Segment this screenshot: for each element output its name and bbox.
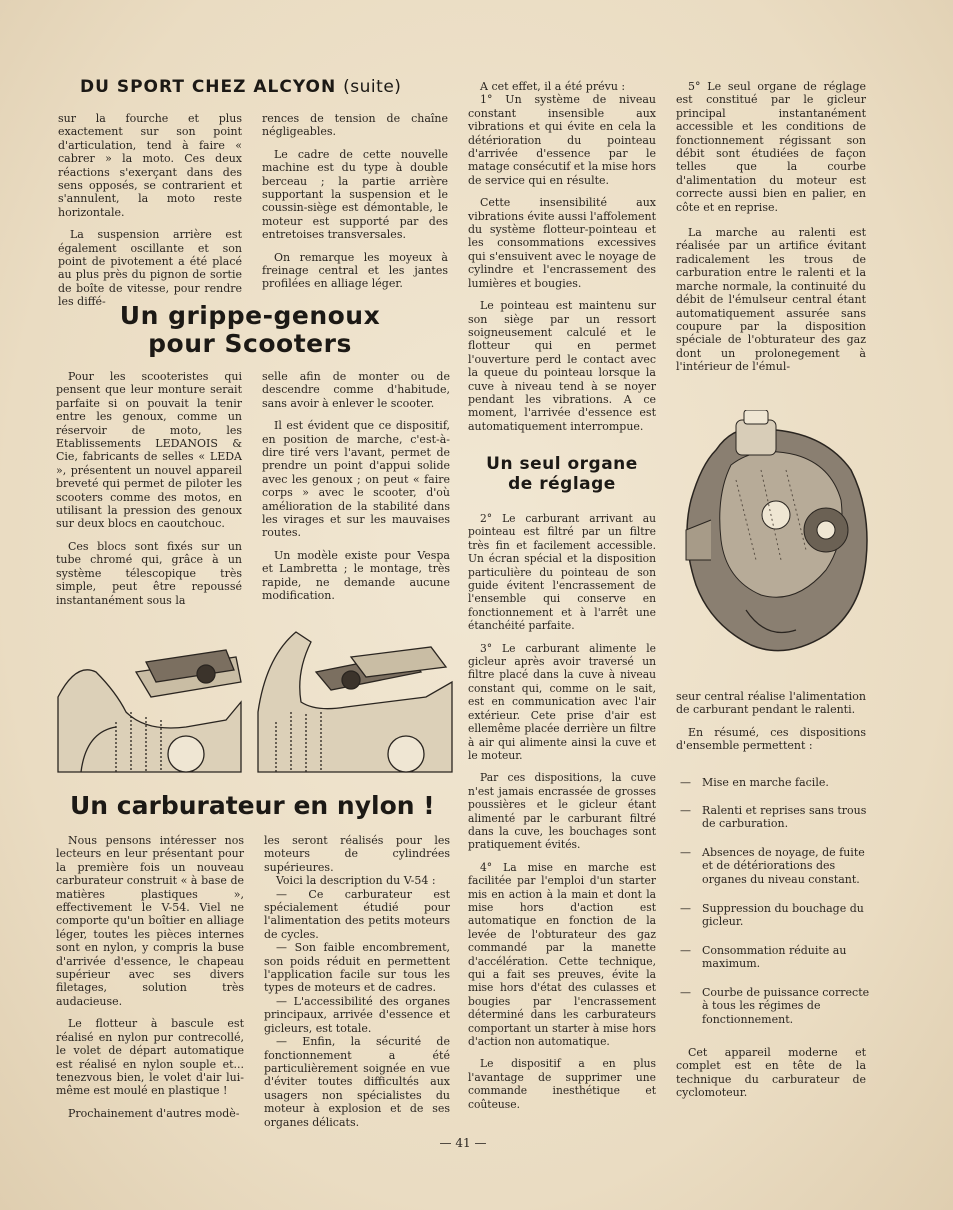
paragraph: A cet effet, il a été prévu : — [480, 80, 626, 93]
paragraph: Le cadre de cette nouvelle machine est du type à double berceau ; la partie arrière supportant la suspension et le coussin-siège est démontable, le moteur est supporté par des entretoises transversales. — [262, 147, 448, 242]
organe-headline-line1: Un seul organe — [486, 454, 638, 474]
paragraph: — L'accessibilité des organes principaux, arrivée d'essence et gicleurs, est totale. — [264, 994, 450, 1035]
carburetor-image — [676, 410, 872, 670]
carbu-column-1 — [56, 834, 244, 1129]
paragraph: La suspension arrière est également oscillante et son point de pivotement a été placé au plus près du pignon de sortie de boîte de vitesse, pour rendre les diffé- — [58, 228, 242, 309]
paragraph: — Ce carburateur est spécialement étudié pour l'alimentation des petits moteurs de cycles. — [264, 887, 450, 941]
carbu-column-4 — [676, 80, 866, 383]
paragraph: — Enfin, la sécurité de fonctionnement a été particulièrement soignée en vue d'éviter toutes difficultés aux usagers non spécialistes du moteur à explosion et de ses organes délicats. — [264, 1035, 450, 1129]
list-item: — Courbe de puissance correcte à tous les régimes de fonctionnement. — [680, 986, 870, 1026]
paragraph: rences de tension de chaîne négligeables. — [262, 112, 448, 139]
grippe-column-1 — [56, 370, 242, 616]
paragraph: sur la fourche et plus exactement sur son point d'articulation, tend à faire « cabrer » la moto. Ces deux réactions s'exerçant dans des sens opposés, se contrarient et s'annulent, la moto reste horizontale. — [58, 112, 242, 219]
list-item: — Consommation réduite au maximum. — [680, 944, 847, 971]
resume-block — [676, 690, 866, 762]
section-header-suite: (suite) — [343, 77, 402, 97]
paragraph: 3° Le carburant alimente le gicleur après avoir traversé un filtre placé dans la cuve à niveau constant qui, comme on le sait, est en communication avec l'air extérieur. Cete prise d'air est ellemême placée derrière un filtre à air qui alimente ainsi la cuve et le moteur. — [468, 641, 656, 762]
paragraph: Cette insensibilité aux vibrations évite aussi l'affolement du système flotteur-pointeau et les consommations excessives qui s'ensuivent avec le noyage de cylindre et l'encrassement des lumières et bougies. — [468, 196, 657, 290]
scooter-illustrations — [56, 602, 454, 776]
paragraph: On remarque les moyeux à freinage central et les jantes profilées en alliage léger. — [262, 250, 448, 291]
carbu-column-3 — [468, 80, 656, 442]
scooter-image-left — [58, 650, 241, 772]
list-item: — Suppression du bouchage du gicleur. — [680, 902, 864, 929]
organe-headline — [470, 454, 654, 495]
list-item: — Mise en marche facile. — [680, 776, 829, 789]
paragraph: — Son faible encombrement, son poids réduit en permettent l'application facile sur tous les types de moteurs et de cadres. — [264, 941, 450, 995]
paragraph: Cet appareil moderne et complet est en tête de la technique du carburateur de cyclomoteur. — [676, 1046, 866, 1100]
paragraph: 5° Le seul organe de réglage est constitué par le gicleur principal instantanément accessible et les conditions de fonctionnement régissant son débit sont étudiées de façon telles que la courbe d'alimentation du moteur est correcte aussi bien en palier, en côte et en reprise. — [676, 80, 866, 214]
paragraph: Le pointeau est maintenu sur son siège par un ressort soigneusement calculé et le flotteur qui en permet l'ouverture perd le contact avec la queue du pointeau lorsque la cuve à niveau tend à se noyer pendant les vibrations. A ce moment, l'arrivée d'essence est automatiquement interrompue. — [468, 299, 656, 433]
paragraph: les seront réalisés pour les moteurs de cylindrées supérieures. — [264, 834, 450, 874]
list-item: — Ralenti et reprises sans trous de carburation. — [680, 804, 867, 831]
grippe-headline-line2: pour Scooters — [148, 329, 352, 358]
paragraph: Il est évident que ce dispositif, en position de marche, c'est-à-dire tiré vers l'avant, permet de prendre un point d'appui solide avec les genoux ; on peut « faire corps » avec le scooter, d'où amélioration de la stabilité dans les virages et sur les mauvaises routes. — [262, 419, 450, 540]
grippe-headline — [90, 302, 410, 358]
paragraph: 2° Le carburant arrivant au pointeau est filtré par un filtre très fin et facilement accessible. Un écran spécial et la disposition particulière du pointeau de son guide évitent l'encrassement de l'ensemble qui conserve en fonctionnement et à l'arrêt une étanchéité parfaite. — [468, 512, 656, 633]
conclusion — [676, 1046, 866, 1109]
carbu-column-2 — [264, 834, 450, 1138]
organe-headline-line2: de réglage — [508, 474, 616, 495]
carburateur-headline: Un carburateur en nylon ! — [70, 791, 435, 820]
paragraph: Prochainement d'autres modè- — [68, 1106, 240, 1120]
grippe-headline-line1: Un grippe-genoux — [119, 301, 381, 330]
scooter-image-right — [258, 632, 452, 772]
section-header-title: DU SPORT CHEZ ALCYON — [80, 77, 337, 97]
paragraph: La marche au ralenti est réalisée par un artifice évitant radicalement les trous de carburation entre le ralenti et la marche normale, la continuité du débit de l'émulseur central étant automatiquement assurée sans coupure par la disposition spéciale de l'obturateur des gaz dont un prolonegement à l'intérieur de l'émul- — [676, 226, 866, 374]
paragraph: Par ces dispositions, la cuve n'est jamais encrassée de grosses poussières et le gicleur étant alimenté par le carburant filtré dans la cuve, les bouchages sont pratiquement évités. — [468, 771, 656, 852]
organe-column — [468, 512, 656, 1120]
alcyon-column-2 — [262, 112, 448, 300]
paragraph: Le dispositif a en plus l'avantage de supprimer une commande inesthétique et coûteuse. — [468, 1057, 656, 1111]
paragraph: seur central réalise l'alimentation de carburant pendant le ralenti. — [676, 690, 866, 717]
grippe-column-2 — [262, 370, 450, 612]
list-item: — Absences de noyage, de fuite et de détériorations des organes du niveau constant. — [680, 846, 865, 886]
paragraph: Ces blocs sont fixés sur un tube chromé qui, grâce à un système télescopique très simple, peut être repoussé instantanément sous la — [56, 539, 242, 607]
paragraph: selle afin de monter ou de descendre comme d'habitude, sans avoir à enlever le scooter. — [262, 370, 450, 410]
page-number: — 41 — — [439, 1136, 487, 1150]
paragraph: Voici la description du V-54 : — [276, 874, 436, 888]
alcyon-column-1 — [58, 112, 242, 318]
paragraph: 1° Un système de niveau constant insensible aux vibrations et qui évite en cela la détérioration du pointeau d'arrivée d'essence par le matage consécutif et la mise hors de service qui en résulte. — [468, 93, 656, 187]
section-header — [80, 77, 460, 97]
paragraph: Un modèle existe pour Vespa et Lambretta ; le montage, très rapide, ne demande aucune modification. — [262, 548, 450, 603]
paragraph: En résumé, ces dispositions d'ensemble permettent : — [676, 725, 866, 753]
paragraph: Pour les scooteristes qui pensent que leur monture serait parfaite si on pouvait la tenir entre les genoux, comme un réservoir de moto, les Etablissements LEDANOIS & Cie, fabricants de selles « LEDA », présentent un nouvel appareil breveté qui permet de piloter les scooters comme des motos, en utilisant la pression des genoux sur deux blocs en caoutchouc. — [56, 370, 242, 531]
paragraph: Le flotteur à bascule est réalisé en nylon pur contrecollé, le volet de départ automatique est réalisé en nylon souple et... tenezvous bien, le volet d'air lui-même est moulé en plastique ! — [56, 1017, 244, 1098]
paragraph: 4° La mise en marche est facilitée par l'emploi d'un starter mis en action à la main et dont la mise hors d'action est automatique en fonction de la levée de l'obturateur des gaz commandé par la manette d'accélération. Cette technique, qui a fait ses preuves, évite la mise hors d'état des culasses et bougies par l'encrassement déterminé dans les carburateurs comportant un starter à mise hors d'action non automatique. — [468, 860, 656, 1049]
paragraph: Nous pensons intéresser nos lecteurs en leur présentant pour la première fois un nouveau carburateur construit « à base de matières plastiques », effectivement le V-54. Viel ne comporte qu'un boîtier en alliage léger, toutes les pièces internes sont en nylon, y compris la buse d'arrivée d'essence, le chapeau supérieur avec ses divers filetages, solution très audacieuse. — [56, 834, 244, 1008]
